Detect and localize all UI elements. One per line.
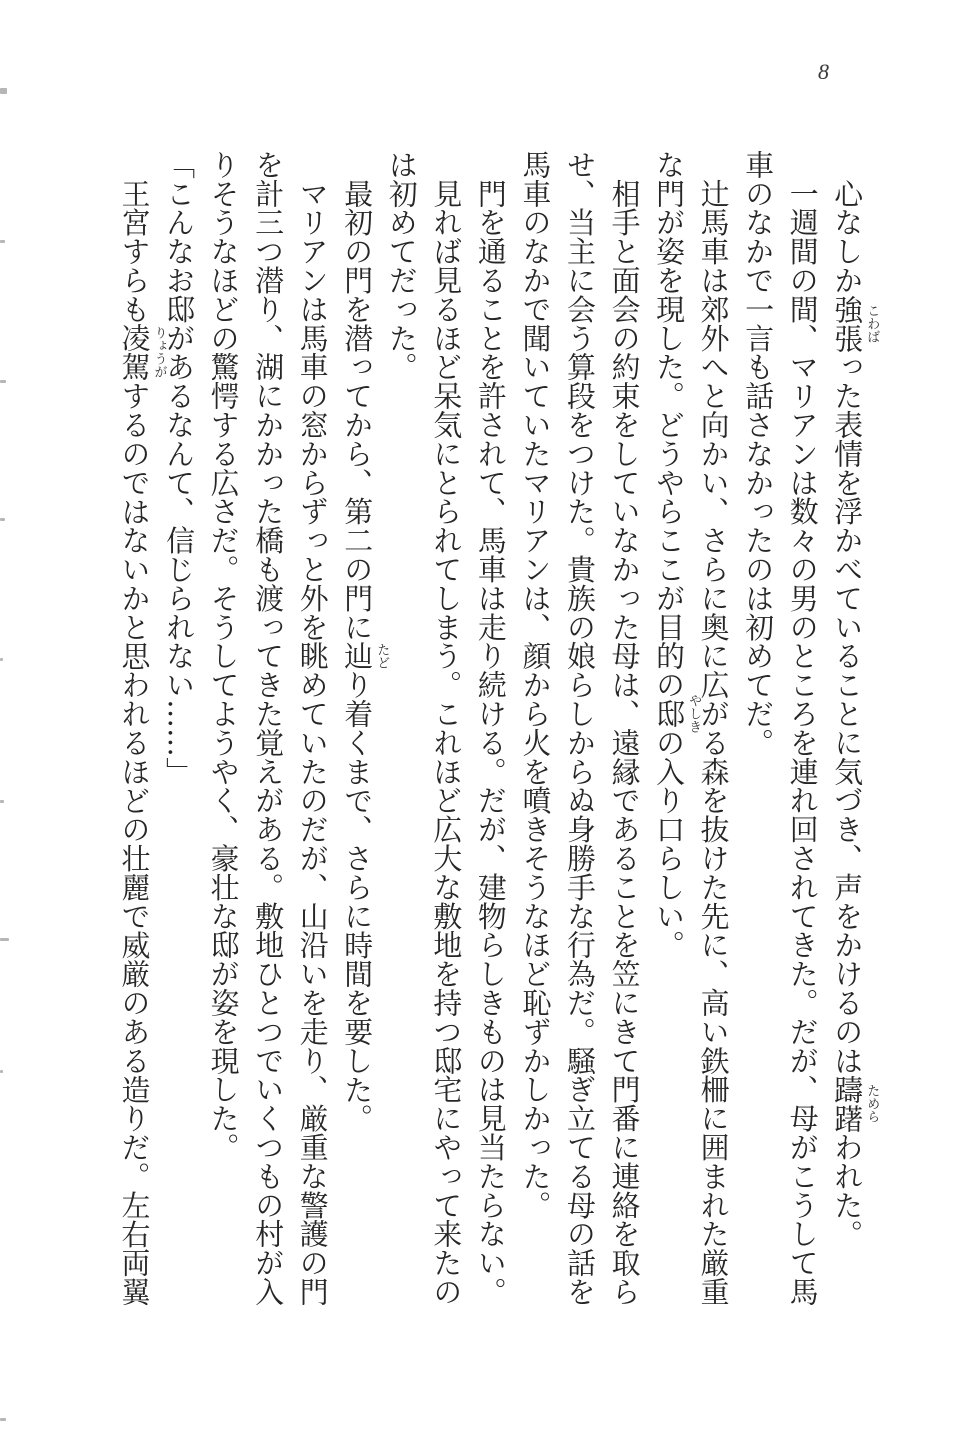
text-run: 辻馬車は郊外へと向かい、さらに奥に広がる森を抜けた先に、高い鉄柵に囲まれた厳重	[696, 150, 731, 1306]
bleed-mark	[0, 88, 7, 94]
body-text	[112, 150, 880, 1307]
text-column	[780, 150, 825, 1306]
ruby-reading: ためら	[864, 1084, 880, 1124]
text-column	[112, 150, 167, 1307]
text-column	[379, 150, 424, 1306]
bleed-mark	[0, 518, 5, 521]
text-run: な門が姿を現した。どうやらここが目的の	[652, 150, 687, 700]
ruby-base: 躊躇	[830, 1074, 865, 1133]
text-run: 一週間の間、マリアンは数々の男のところを連れ回されてきた。だが、母がこうして馬	[785, 150, 820, 1306]
ruby-reading: こわば	[864, 303, 880, 343]
text-column	[290, 150, 335, 1306]
text-run: するのではないかと思われるほどの壮麗で威厳のある造りだ。左右両翼	[117, 381, 152, 1307]
text-run: マリアンは馬車の窓からずっと外を眺めていたのだが、山沿いを走り、厳重な警護の門	[295, 150, 330, 1306]
text-column	[825, 150, 880, 1306]
text-column	[647, 150, 702, 1306]
ruby-word	[652, 694, 702, 734]
text-column	[424, 150, 469, 1306]
text-run: り着くまで、さらに時間を要した。	[340, 670, 375, 1133]
bleed-mark	[0, 1418, 6, 1421]
bleed-mark	[0, 658, 3, 661]
text-run: われた。	[830, 1132, 865, 1249]
ruby-base: 邸	[652, 699, 687, 729]
ruby-base: 強張	[830, 294, 865, 353]
ruby-word	[830, 294, 880, 353]
ruby-word	[340, 641, 390, 671]
text-run: 相手と面会の約束をしていなかった母は、遠縁であることを笠にきて門番に連絡を取ら	[607, 150, 642, 1306]
text-run: りそうなほどの驚愕する広さだ。そうしてようやく、豪壮な邸が姿を現した。	[206, 150, 241, 1162]
text-run: は初めてだった。	[384, 150, 419, 382]
ruby-reading: たど	[374, 642, 390, 669]
text-column	[335, 150, 390, 1306]
text-run: 見れば見るほど呆気にとられてしまう。これほど広大な敷地を持つ邸宅にやって来たの	[429, 150, 464, 1306]
ruby-word	[117, 323, 167, 382]
text-column	[513, 150, 558, 1306]
text-run: 心なしか	[830, 150, 865, 295]
text-run: 門を通ることを許されて、馬車は走り続ける。だが、建物らしきものは見当たらない。	[473, 150, 508, 1306]
bleed-mark	[0, 240, 5, 243]
text-run: 王宮すらも	[117, 150, 152, 324]
bleed-mark	[0, 800, 4, 803]
text-run: った表情を浮かべていることに気づき、声をかけるのは	[830, 352, 865, 1075]
text-run: 馬車のなかで聞いていたマリアンは、顔から火を噴きそうなほど恥ずかしかった。	[518, 150, 553, 1220]
bleed-mark	[0, 1070, 3, 1073]
text-run: の入り口らしい。	[652, 728, 687, 960]
text-column	[246, 150, 291, 1306]
text-column	[557, 150, 602, 1306]
ruby-base: 辿	[340, 641, 375, 671]
bleed-mark	[0, 938, 9, 941]
text-run: 車のなかで一言も話さなかったのは初めてだ。	[741, 150, 776, 757]
ruby-reading: やしき	[686, 694, 702, 734]
text-run: 最初の門を潜ってから、第二の門に	[340, 150, 375, 642]
text-column	[736, 150, 781, 1306]
ruby-word	[830, 1074, 880, 1133]
bleed-mark	[0, 380, 6, 383]
text-run: せ、当主に会う算段をつけた。貴族の娘らしからぬ身勝手な行為だ。騒ぎ立てる母の話を	[562, 150, 597, 1306]
text-column	[201, 150, 246, 1306]
text-run: を計三つ潜り、湖にかかった橋も渡ってきた覚えがある。敷地ひとつでいくつもの村が入	[251, 150, 286, 1306]
page-number: 8	[818, 59, 829, 84]
text-column	[602, 150, 647, 1306]
ruby-base: 凌駕	[117, 323, 152, 382]
ruby-reading: りょうが	[151, 326, 167, 379]
text-column	[468, 150, 513, 1306]
dialogue-line: 「こんなお邸があるなんて、信じられない……」	[162, 150, 197, 786]
adjacent-page-bleed	[0, 0, 16, 1445]
